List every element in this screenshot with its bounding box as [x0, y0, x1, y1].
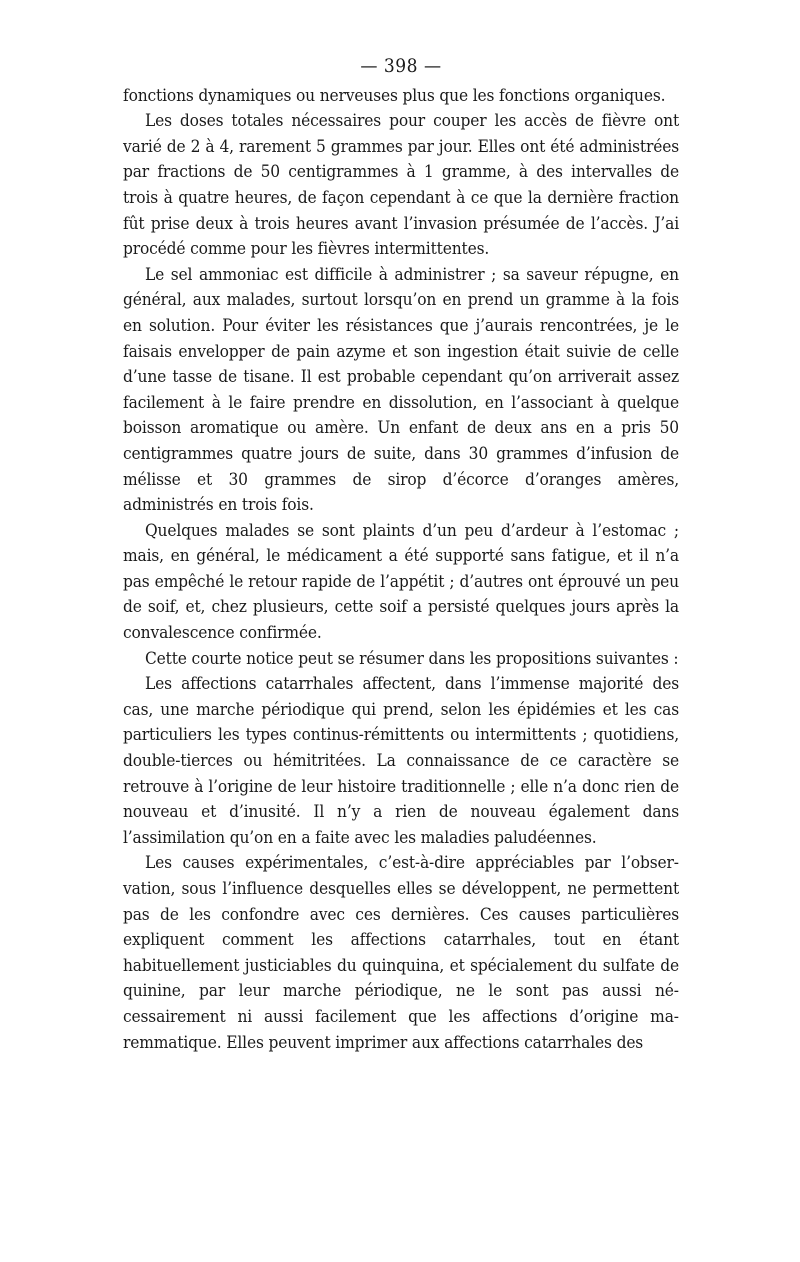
paragraph: Les causes expérimentales, c’est-à-dire appréciables par l’observation, sous l’influence desquelles elles se développent, ne permettent pas de les confondre avec ces dernières. Ces causes particulières expliquent comment les affections catarrhales, tout en étant habituellement justiciables du quinquina, et spécialement du sulfate de quinine, par leur marche périodique, ne le sont pas aussi nécessairement ni aussi facilement que les affections d’origine maremmatique. Elles peuvent imprimer aux affections catarrhales des: [123, 853, 679, 1053]
paragraph: Quelques malades se sont plaints d’un peu d’ardeur à l’estomac ; mais, en général, le médicament a été supporté sans fatigue, et il n’a pas empêché le retour rapide de l’appétit ; d’autres ont éprouvé un peu de soif, et, chez plusieurs, cette soif a persisté quelques jours après la convalescence confirmée.: [123, 520, 679, 644]
page-number: — 398 —: [360, 55, 442, 77]
paragraph: Les affections catarrhales affectent, dans l’immense majorité des cas, une marche périodique qui prend, selon les épidémies et les cas particuliers les types continus-rémittents ou intermittents ; quotidiens, double-tierces ou hémitritées. La connaissance de ce caractère se retrouve à l’origine de leur histoire traditionnelle ; elle n’a donc rien de nouveau et d’inusité. Il n’y a rien de nouveau également dans l’assimilation qu’on en a faite avec les maladies paludéennes.: [123, 674, 679, 848]
paragraph: fonctions dynamiques ou nerveuses plus que les fonctions organiques.: [123, 85, 666, 106]
paragraph: Le sel ammoniac est difficile à administrer ; sa saveur répugne, en général, aux malades, surtout lorsqu’on en prend un gramme à la fois en solution. Pour éviter les résistances que j’aurais rencontrées, je le faisais envelopper de pain azyme et son ingestion était suivie de celle d’une tasse de tisane. Il est probable cependant qu’on arriverait assez facilement à le faire prendre en dissolution, en l’associant à quelque boisson aromatique ou amère. Un enfant de deux ans en a pris 50 centigrammes quatre jours de suite, dans 30 grammes d’infusion de mélisse et 30 grammes de sirop d’écorce d’oranges amères, administrés en trois fois.: [123, 264, 679, 516]
paragraph: Les doses totales nécessaires pour couper les accès de fièvre ont varié de 2 à 4, rarement 5 grammes par jour. Elles ont été administrées par fractions de 50 centigrammes à 1 gramme, à des intervalles de trois à quatre heures, de façon cependant à ce que la dernière fraction fût prise deux à trois heures avant l’invasion présumée de l’accès. J’ai procédé comme pour les fièvres intermittentes.: [123, 111, 679, 260]
paragraph: Cette courte notice peut se résumer dans les propositions suivantes :: [145, 648, 679, 669]
book-page: [123, 54, 679, 1056]
